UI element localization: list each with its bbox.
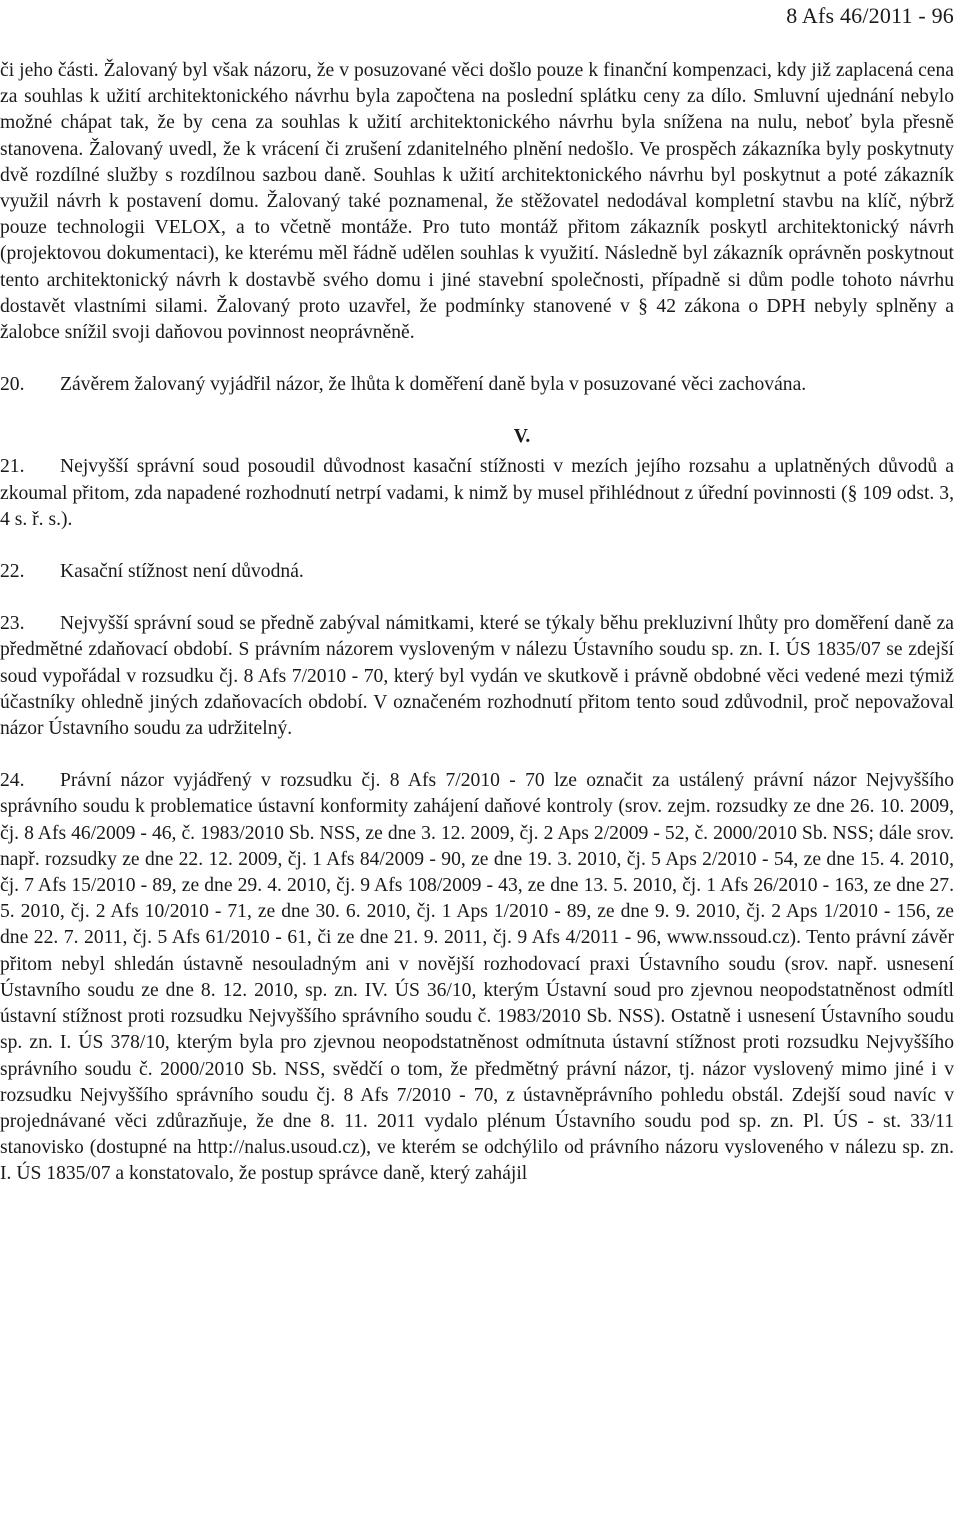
paragraph-number: 21.: [0, 456, 25, 478]
paragraph-number: 23.: [0, 613, 25, 635]
paragraph-22: [0, 559, 954, 585]
section-heading: V.: [513, 426, 531, 448]
paragraph-number: 24.: [0, 770, 25, 792]
paragraph-text: Právní názor vyjádřený v rozsudku čj. 8 Afs 7/2010 - 70 lze označit za ustálený právní názor Nejvyššího správního soudu k problematice ústavní konformity zahájení daňové kontroly (srov. zejm. rozsudky ze dne 26. 10. 2009, čj. 8 Afs 46/2009 - 46, č. 1983/2010 Sb. NSS, ze dne 3. 12. 2009, čj. 2 Aps 2/2009 - 52, č. 2000/2010 Sb. NSS; dále srov. např. rozsudky ze dne 22. 12. 2009, čj. 1 Afs 84/2009 - 90, ze dne 19. 3. 2010, čj. 5 Aps 2/2010 - 54, ze dne 15. 4. 2010, čj. 7 Afs 15/2010 - 89, ze dne 29. 4. 2010, čj. 9 Afs 108/2009 - 43, ze dne 13. 5. 2010, čj. 1 Afs 26/2010 - 163, ze dne 27. 5. 2010, čj. 2 Afs 10/2010 - 71, ze dne 30. 6. 2010, čj. 1 Aps 1/2010 - 89, ze dne 9. 9. 2010, čj. 2 Aps 1/2010 - 156, ze dne 22. 7. 2011, čj. 5 Afs 61/2010 - 61, či ze dne 21. 9. 2011, čj. 9 Afs 4/2011 - 96, www.nssoud.cz). Tento právní závěr přitom nebyl shledán ústavně nesouladným ani v novější rozhodovací praxi Ústavního soudu (srov. např. usnesení Ústavního soudu ze dne 8. 12. 2010, sp. zn. IV. ÚS 36/10, kterým Ústavní soud pro zjevnou neopodstatněnost odmítl ústavní stížnost proti rozsudku Nejvyššího správního soudu č. 1983/2010 Sb. NSS). Ostatně i usnesení Ústavního soudu sp. zn. I. ÚS 378/10, kterým byla pro zjevnou neopodstatněnost odmítnuta ústavní stížnost proti rozsudku Nejvyššího správního soudu č. 2000/2010 Sb. NSS, svědčí o tom, že předmětný právní názor, tj. názor vyslovený mimo jiné i v rozsudku Nejvyššího správního soudu čj. 8 Afs 7/2010 - 70, z ústavněprávního pohledu obstál. Zdejší soud navíc v projednávané věci zdůrazňuje, že dne 8. 11. 2011 vydalo plénum Ústavního soudu pod sp. zn. Pl. ÚS - st. 33/11 stanovisko (dostupné na http://nalus.usoud.cz), ve kterém se odchýlilo od právního názoru vysloveného v nálezu sp. zn. I. ÚS 1835/07 a konstatovalo, že postup správce daně, který zahájil: [0, 770, 954, 1185]
paragraph-text: Závěrem žalovaný vyjádřil názor, že lhůta k doměření daně byla v posuzované věci zachována.: [60, 374, 807, 396]
paragraph-21: [0, 454, 954, 533]
paragraph-23: [0, 611, 954, 742]
case-reference: 8 Afs 46/2011 - 96: [786, 3, 954, 28]
paragraph-24: [0, 768, 954, 1187]
paragraph-intro: či jeho části. Žalovaný byl však názoru, že v posuzované věci došlo pouze k finanční kompenzaci, kdy již zaplacená cena za souhlas k užití architektonického návrhu byla započtena na poslední splátku ceny za dílo. Smluvní ujednání nebylo možné chápat tak, že by cena za souhlas k užití architektonického návrhu byla snížena na nulu, neboť byla přesně stanovena. Žalovaný uvedl, že k vrácení či zrušení zdanitelného plnění nedošlo. Ve prospěch zákazníka byly poskytnuty dvě rozdílné služby s rozdílnou sazbou daně. Souhlas k užití architektonického návrhu byl poskytnut a poté zákazník využil návrh k postavení domu. Žalovaný také poznamenal, že stěžovatel nedodával kompletní stavbu na klíč, nýbrž pouze technologii VELOX, a to včetně montáže. Pro tuto montáž přitom zákazník poskytl architektonický návrh (projektovou dokumentaci), ke kterému měl řádně udělen souhlas k využití. Následně byl zákazník oprávněn poskytnout tento architektonický návrh k dostavbě svého domu i jiné stavební společnosti, případně si dům podle tohoto návrhu dostavět vlastními silami. Žalovaný proto uzavřel, že podmínky stanovené v § 42 zákona o DPH nebyly splněny a žalobce snížil svoji daňovou povinnost neoprávněně.: [0, 60, 954, 344]
paragraph-text: Kasační stížnost není důvodná.: [60, 561, 304, 583]
paragraph-text: Nejvyšší správní soud se předně zabýval námitkami, které se týkaly běhu prekluzivní lhůty pro doměření daně za předmětné zdaňovací období. S právním názorem vysloveným v nálezu Ústavního soudu sp. zn. I. ÚS 1835/07 se zdejší soud vypořádal v rozsudku čj. 8 Afs 7/2010 - 70, který byl vydán ve skutkově i právně obdobné věci vedené mezi týmiž účastníky ohledně jiných zdaňovacích období. V označeném rozhodnutí přitom tento soud zdůvodnil, proč nepovažoval názor Ústavního soudu za udržitelný.: [0, 613, 954, 740]
paragraph-text: Nejvyšší správní soud posoudil důvodnost kasační stížnosti v mezích jejího rozsahu a uplatněných důvodů a zkoumal přitom, zda napadené rozhodnutí netrpí vadami, k nimž by musel přihlédnout z úřední povinnosti (§ 109 odst. 3, 4 s. ř. s.).: [0, 456, 954, 530]
paragraph-number: 22.: [0, 561, 25, 583]
paragraph-20: [0, 372, 954, 398]
paragraph-number: 20.: [0, 374, 25, 396]
document-body: [0, 58, 954, 1214]
